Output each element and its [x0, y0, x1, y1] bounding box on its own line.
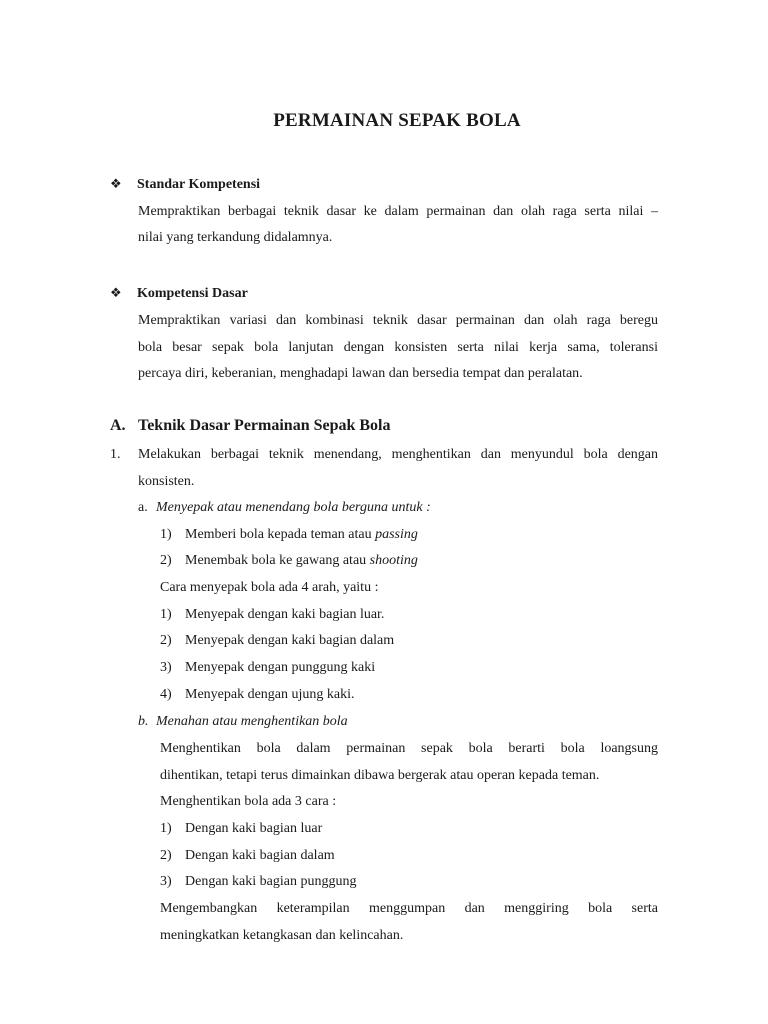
- standar-heading: [110, 176, 260, 193]
- page-title: PERMAINAN SEPAK BOLA: [273, 110, 521, 131]
- sub-b-label: b.: [138, 714, 149, 729]
- c3-number: 3): [160, 660, 172, 675]
- d1-text: Dengan kaki bagian luar: [185, 821, 323, 836]
- c1-number: 1): [160, 607, 172, 622]
- section-a-heading-text: Teknik Dasar Permainan Sepak Bola: [138, 417, 391, 434]
- section-a-label: A.: [110, 417, 126, 434]
- d2-text: Dengan kaki bagian dalam: [185, 848, 335, 863]
- a1-text: Memberi bola kepada teman atau: [185, 527, 376, 542]
- kompetensi-line-1: Mempraktikan variasi dan kombinasi teknik dasar permainan dan olah raga beregu: [138, 313, 658, 328]
- c2-text: Menyepak dengan kaki bagian dalam: [185, 633, 395, 648]
- c4-text: Menyepak dengan ujung kaki.: [185, 687, 355, 702]
- sub-a-heading: Menyepak atau menendang bola berguna untuk :: [156, 500, 431, 515]
- d1-number: 1): [160, 821, 172, 836]
- item-1-line-2: konsisten.: [138, 474, 195, 489]
- a1-italic: passing: [375, 527, 418, 542]
- d3-number: 3): [160, 874, 172, 889]
- diamond-bullet-icon: ❖: [110, 176, 122, 191]
- kompetensi-heading: [110, 285, 248, 302]
- c4-number: 4): [160, 687, 172, 702]
- kompetensi-line-2: bola besar sepak bola lanjutan dengan konsisten serta nilai kerja sama, toleransi: [138, 340, 658, 355]
- sub-b-heading: Menahan atau menghentikan bola: [156, 714, 348, 729]
- item-1-line-1: Melakukan berbagai teknik menendang, menghentikan dan menyundul bola dengan: [138, 447, 658, 462]
- a2-item: [185, 553, 418, 569]
- a1-item: [185, 527, 418, 543]
- standar-heading-text: Standar Kompetensi: [137, 177, 261, 192]
- d3-text: Dengan kaki bagian punggung: [185, 874, 357, 889]
- b-cara-text: Menghentikan bola ada 3 cara :: [160, 794, 337, 809]
- cara-text: Cara menyepak bola ada 4 arah, yaitu :: [160, 580, 379, 595]
- dev-line-2: meningkatkan ketangkasan dan kelincahan.: [160, 928, 404, 943]
- sub-a-label: a.: [138, 500, 148, 515]
- b-para-line-2: dihentikan, tetapi terus dimainkan dibawa bergerak atau operan kepada teman.: [160, 768, 600, 783]
- dev-line-1: Mengembangkan keterampilan menggumpan dan menggiring bola serta: [160, 901, 658, 916]
- standar-line-1: Mempraktikan berbagai teknik dasar ke dalam permainan dan olah raga serta nilai –: [138, 204, 658, 219]
- a2-number: 2): [160, 553, 172, 568]
- standar-line-2: nilai yang terkandung didalamnya.: [138, 230, 333, 245]
- section-a-heading: [110, 417, 391, 435]
- c3-text: Menyepak dengan punggung kaki: [185, 660, 376, 675]
- a1-number: 1): [160, 527, 172, 542]
- a2-text: Menembak bola ke gawang atau: [185, 553, 370, 568]
- kompetensi-line-3: percaya diri, keberanian, menghadapi lawan dan bersedia tempat dan peralatan.: [138, 366, 583, 381]
- item-1-number: 1.: [110, 447, 121, 462]
- c2-number: 2): [160, 633, 172, 648]
- d2-number: 2): [160, 848, 172, 863]
- a2-italic: shooting: [369, 553, 418, 568]
- b-para-line-1: Menghentikan bola dalam permainan sepak bola berarti bola loangsung: [160, 741, 658, 756]
- kompetensi-heading-text: Kompetensi Dasar: [137, 286, 248, 301]
- c1-text: Menyepak dengan kaki bagian luar.: [185, 607, 385, 622]
- diamond-bullet-icon: ❖: [110, 285, 122, 300]
